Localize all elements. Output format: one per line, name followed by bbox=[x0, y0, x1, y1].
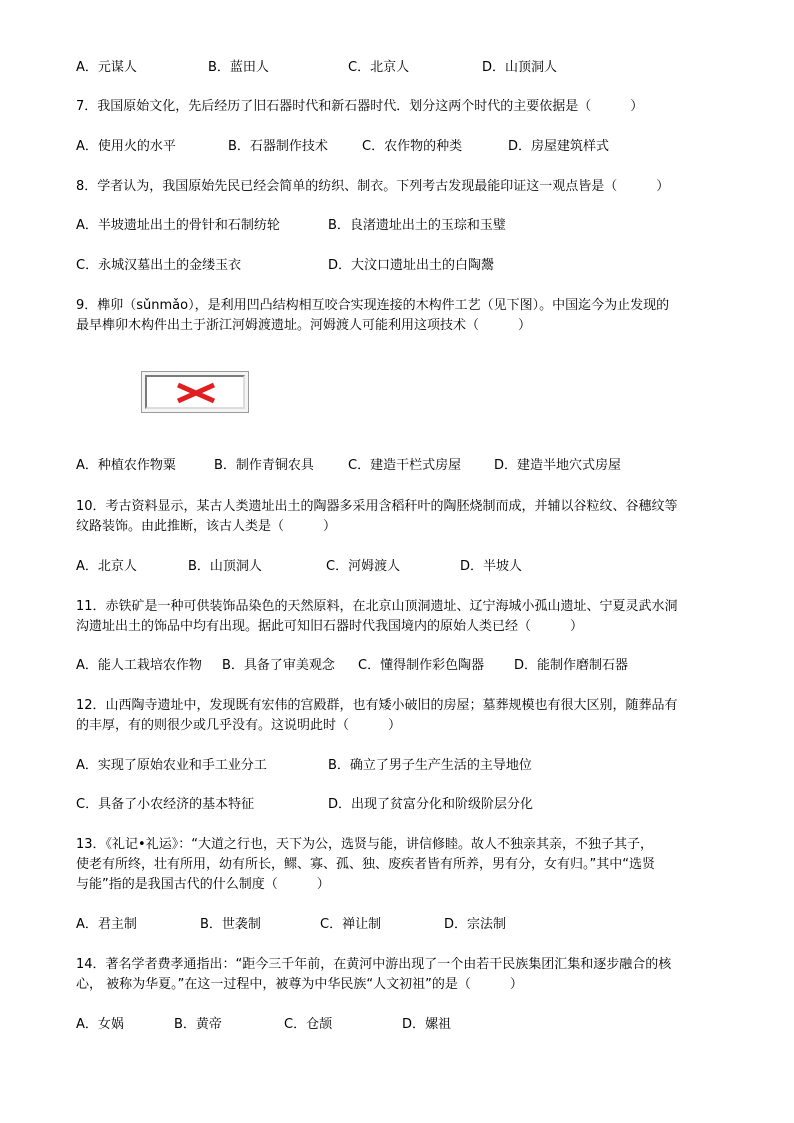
q13-stem-line1: 13．《礼记•礼运》：“大道之行也，天下为公，选贤与能，讲信修睦。故人不独亲其亲，不独子其子， bbox=[76, 837, 653, 852]
q6-option-b: B．蓝田人 bbox=[208, 60, 269, 75]
q8-option-d: D．大汶口遗址出土的白陶鬶 bbox=[328, 258, 495, 273]
q12-stem-line1: 12．山西陶寺遗址中，发现既有宏伟的宫殿群，也有矮小破旧的房屋；墓葬规模也有很大区别，随葬品有 bbox=[76, 698, 678, 713]
q6-options bbox=[76, 58, 736, 77]
q11-option-a: A．能人工栽培农作物 bbox=[76, 658, 202, 673]
q14-options bbox=[76, 1015, 736, 1034]
q12-option-a: A．实现了原始农业和手工业分工 bbox=[76, 758, 267, 773]
q6-option-a: A．元谋人 bbox=[76, 60, 137, 75]
q9-options bbox=[76, 456, 736, 475]
q7-option-d: D．房屋建筑样式 bbox=[508, 139, 610, 154]
q10-stem-line2: 纹路装饰。由此推断，该古人类是（ ） bbox=[76, 519, 337, 534]
q7-option-c: C．农作物的种类 bbox=[362, 139, 463, 154]
q10-stem-line1: 10．考古资料显示，某古人类遗址出土的陶器多采用含稻秆叶的陶胚烧制而成，并辅以谷粒纹、谷穗纹等 bbox=[76, 499, 678, 514]
q12-option-c: C．具备了小农经济的基本特征 bbox=[76, 797, 255, 812]
q14-option-b: B．黄帝 bbox=[174, 1017, 222, 1032]
q6-option-c: C．北京人 bbox=[348, 60, 410, 75]
q9-stem-line1: 9．榫卯（sǔnmǎo），是利用凹凸结构相互咬合实现连接的木构件工艺（见下图）。中国迄今为止发现的 bbox=[76, 298, 670, 313]
q8-option-a: A．半坡遗址出土的骨针和石制纺轮 bbox=[76, 218, 280, 233]
q11-stem-line2: 沟遗址出土的饰品中均有出现。据此可知旧石器时代我国境内的原始人类已经（ ） bbox=[76, 619, 584, 634]
q10-option-a: A．北京人 bbox=[76, 559, 137, 574]
q8-options-row2 bbox=[76, 256, 736, 275]
q11-option-c: C．懂得制作彩色陶器 bbox=[358, 658, 485, 673]
q12-stem-line2: 的丰厚，有的则很少或几乎没有。这说明此时（ ） bbox=[76, 718, 402, 733]
q7-stem: 7．我国原始文化，先后经历了旧石器时代和新石器时代．划分这两个时代的主要依据是（ ） bbox=[76, 99, 644, 114]
q11-options bbox=[76, 656, 736, 675]
q13-stem-line2: 使老有所终，壮有所用，幼有所长，鳏、寡、孤、独、废疾者皆有所养，男有分，女有归。”其中“选贤 bbox=[76, 857, 655, 872]
q14-stem-line2: 心， 被称为华夏。”在这一过程中，被尊为中华民族“人文初祖”的是（ ） bbox=[76, 977, 523, 992]
q9-option-a: A．种植农作物粟 bbox=[76, 458, 176, 473]
q8-stem: 8．学者认为，我国原始先民已经会简单的纺织、制衣。下列考古发现最能印证这一观点皆是（ ） bbox=[76, 179, 670, 194]
q13-stem-line3: 与能”指的是我国古代的什么制度（ ） bbox=[76, 877, 330, 892]
q12-options-row1 bbox=[76, 756, 736, 775]
q11-option-d: D．能制作磨制石器 bbox=[514, 658, 629, 673]
q10-option-b: B．山顶洞人 bbox=[188, 559, 262, 574]
q13-option-b: B．世袭制 bbox=[200, 917, 261, 932]
q13-option-c: C．禅让制 bbox=[320, 917, 382, 932]
q13-option-a: A．君主制 bbox=[76, 917, 137, 932]
q7-option-b: B．石器制作技术 bbox=[228, 139, 328, 154]
q9-option-c: C．建造干栏式房屋 bbox=[348, 458, 462, 473]
q14-option-a: A．女娲 bbox=[76, 1017, 124, 1032]
q10-option-c: C．河姆渡人 bbox=[326, 559, 401, 574]
q11-option-b: B．具备了审美观念 bbox=[222, 658, 335, 673]
q6-option-d: D．山顶洞人 bbox=[482, 60, 558, 75]
q14-stem-line1: 14．著名学者费孝通指出：“距今三千年前，在黄河中游出现了一个由若干民族集团汇集和逐步融合的核 bbox=[76, 957, 672, 972]
q7-option-a: A．使用火的水平 bbox=[76, 139, 176, 154]
q8-option-c: C．永城汉墓出土的金缕玉衣 bbox=[76, 258, 242, 273]
q9-option-d: D．建造半地穴式房屋 bbox=[494, 458, 622, 473]
q7-options bbox=[76, 137, 736, 156]
q8-options-row1 bbox=[76, 216, 736, 235]
q9-stem-line2: 最早榫卯木构件出土于浙江河姆渡遗址。河姆渡人可能利用这项技术（ ） bbox=[76, 318, 532, 333]
q12-option-d: D．出现了贫富分化和阶级阶层分化 bbox=[328, 797, 534, 812]
q9-option-b: B．制作青铜农具 bbox=[214, 458, 314, 473]
broken-image-icon bbox=[141, 371, 249, 413]
q13-option-d: D．宗法制 bbox=[444, 917, 507, 932]
q13-options bbox=[76, 915, 736, 934]
q10-options bbox=[76, 557, 736, 576]
q12-options-row2 bbox=[76, 795, 736, 814]
q14-option-d: D．嫘祖 bbox=[402, 1017, 452, 1032]
q10-option-d: D．半坡人 bbox=[460, 559, 523, 574]
q12-option-b: B．确立了男子生产生活的主导地位 bbox=[328, 758, 532, 773]
q8-option-b: B．良渚遗址出土的玉琮和玉璧 bbox=[328, 218, 506, 233]
q11-stem-line1: 11．赤铁矿是一种可供装饰品染色的天然原料，在北京山顶洞遗址、辽宁海城小孤山遗址、宁夏灵武水洞 bbox=[76, 599, 678, 614]
q14-option-c: C．仓颉 bbox=[284, 1017, 333, 1032]
